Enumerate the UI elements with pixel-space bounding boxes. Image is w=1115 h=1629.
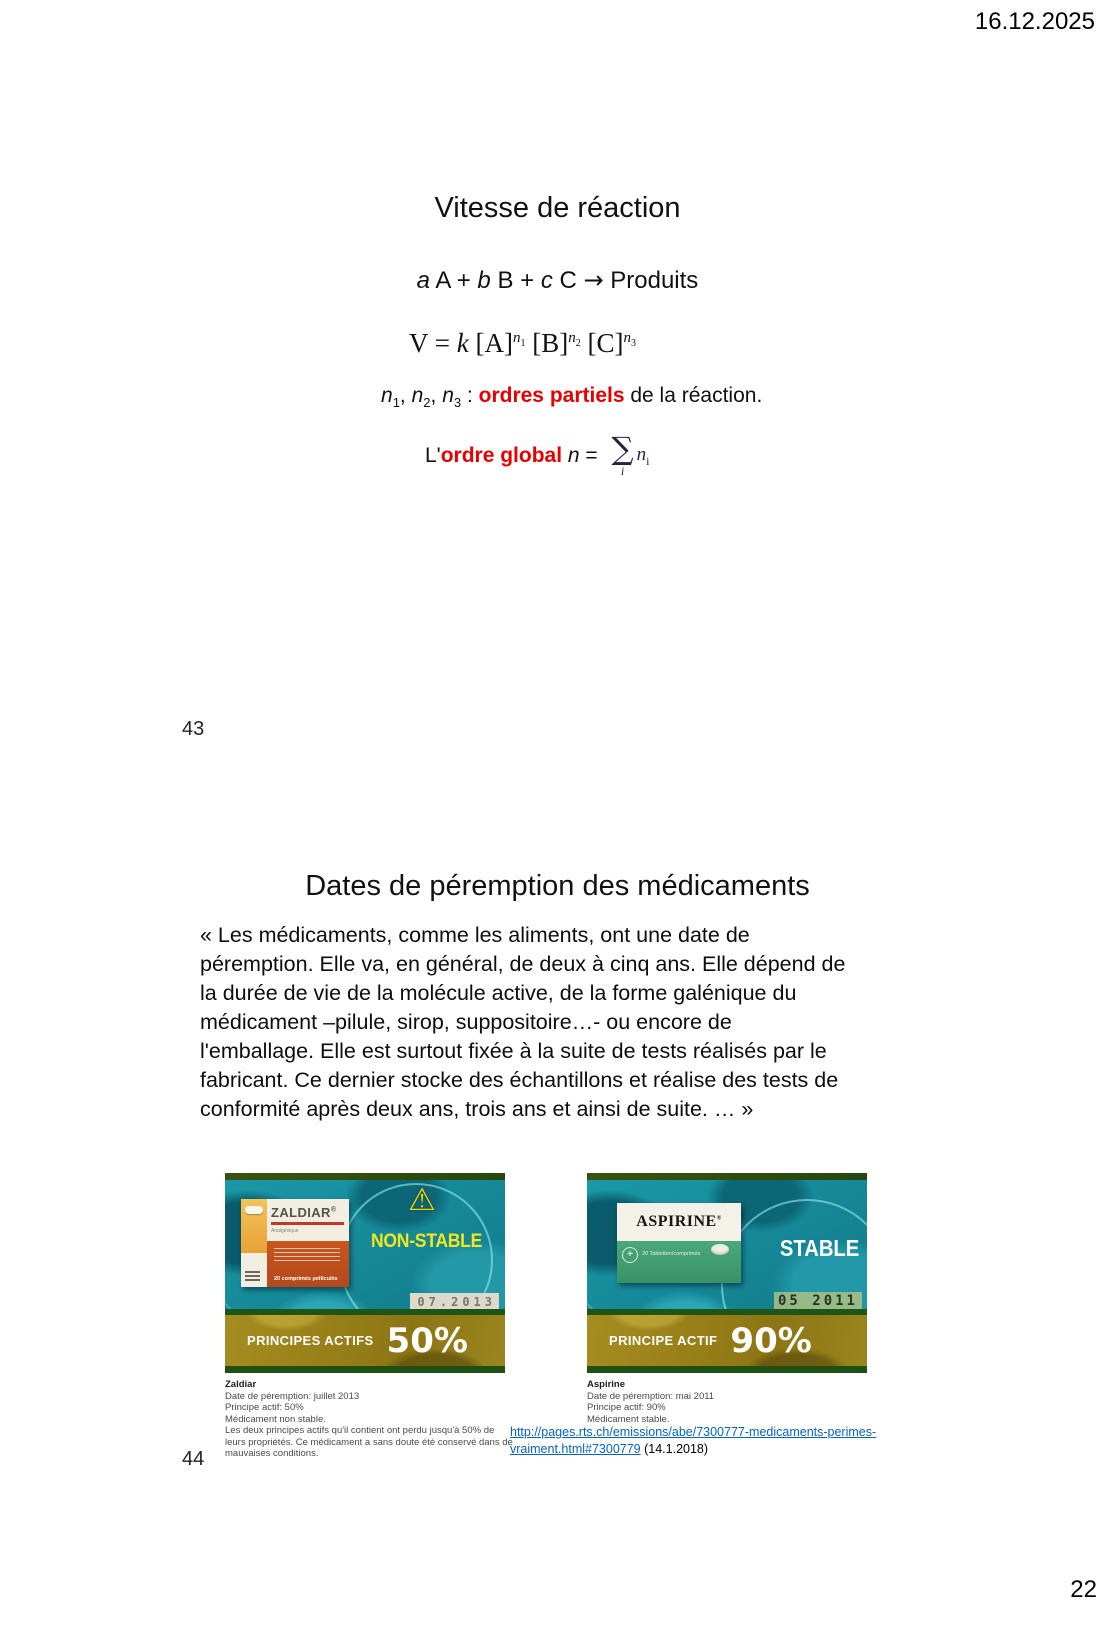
zaldiar-count: 20 comprimés pelliculés xyxy=(274,1276,338,1282)
zaldiar-caption xyxy=(225,1379,517,1460)
arrow-icon: → xyxy=(583,266,604,294)
active-principle-banner: PRINCIPES ACTIFS 50% xyxy=(225,1315,505,1366)
page-number: 22 xyxy=(1070,1576,1097,1603)
source-reference xyxy=(510,1424,878,1458)
quote-line: péremption. Elle va, en général, de deux à cinq ans. Elle dépend de xyxy=(200,952,846,976)
caption-line: Date de péremption: mai 2011 xyxy=(587,1390,715,1402)
global-order-line: L' ordre global n = ∑ i $n_i$ xyxy=(425,430,650,479)
aspirine-brand: ASPIRINE® xyxy=(636,1213,722,1230)
active-principle-banner: PRINCIPE ACTIF 90% xyxy=(587,1315,867,1366)
coef-b: b xyxy=(477,267,491,294)
summation-icon: ∑ i xyxy=(611,430,634,479)
caption-line: Principe actif: 50% xyxy=(225,1402,304,1413)
slide-number-44: 44 xyxy=(182,1448,205,1470)
bayer-logo-icon: + xyxy=(622,1247,638,1263)
caption-line: Médicament stable. xyxy=(587,1413,670,1425)
quote-line: médicament –pilule, sirop, suppositoire…- ou encore de xyxy=(200,1010,732,1034)
pill-icon xyxy=(245,1206,263,1214)
caption-line: Principe actif: 90% xyxy=(587,1402,666,1413)
rate-law-equation: V = k $[A]^{n_1}$ $[B]^{n_2}$ $[C]^{n_3}$ xyxy=(409,328,636,358)
pill-icon xyxy=(711,1244,729,1255)
caption-title: Aspirine xyxy=(587,1379,626,1390)
quote-line: fabricant. Ce dernier stocke des échantillons et réalise des tests de xyxy=(200,1068,839,1092)
aspirine-subtitle: 20 Tabletten/comprimés xyxy=(642,1251,701,1257)
aspirine-box xyxy=(617,1203,741,1283)
caption-line: Médicament non stable. xyxy=(225,1413,326,1425)
header-date: 16.12.2025 xyxy=(974,8,1095,35)
zaldiar-box xyxy=(241,1199,349,1287)
coef-c: c xyxy=(540,267,553,294)
quote-line: la durée de vie de la molécule active, de la forme galénique du xyxy=(200,981,797,1005)
caption-line: Date de péremption: juillet 2013 xyxy=(225,1390,360,1402)
orders-highlight: ordres partiels xyxy=(478,384,625,407)
zaldiar-subtitle: Analgésique xyxy=(271,1228,299,1234)
source-date: (14.1.2018) xyxy=(640,1442,709,1456)
zaldiar-brand: ZALDIAR® xyxy=(271,1205,337,1220)
zaldiar-photo xyxy=(225,1173,505,1373)
manufacturer-logo-icon xyxy=(245,1271,260,1282)
warning-icon: ⚠ xyxy=(408,1182,436,1218)
caption-line: Les deux principes actifs qu'il contient ont perdu jusqu'à 50% de leurs propriétés. Ce médicament a sans doute été conservé dans de mauvaises conditions. xyxy=(225,1425,513,1459)
quote-line: conformité après deux ans, trois ans et ainsi de suite. … » xyxy=(200,1097,754,1121)
stable-label: STABLE xyxy=(779,1235,859,1261)
quote-paragraph xyxy=(200,921,910,1124)
non-stable-label: NON-STABLE xyxy=(371,1230,483,1252)
source-link[interactable]: http://pages.rts.ch/emissions/abe/7300777-medicaments-perimes-vraiment.html#7300779 xyxy=(510,1425,877,1456)
caption-title: Zaldiar xyxy=(225,1379,257,1390)
partial-orders-line: $n_1$, $n_2$, $n_3$ : ordres partiels de la réaction. xyxy=(381,384,763,411)
aspirine-photo xyxy=(587,1173,867,1373)
global-order-highlight: ordre global xyxy=(440,444,563,467)
aspirine-caption xyxy=(587,1379,879,1425)
reaction-equation: a A + b B + c C → Produits xyxy=(416,266,699,294)
expiry-stamp: 05 2011 xyxy=(774,1292,862,1310)
expiry-stamp: 07.2013 xyxy=(410,1293,499,1310)
coef-a: a xyxy=(416,267,431,294)
quote-line: « Les médicaments, comme les aliments, ont une date de xyxy=(200,923,750,947)
slide44-title: Dates de péremption des médicaments xyxy=(305,870,810,902)
slide-number-43: 43 xyxy=(182,718,205,740)
slide43-title: Vitesse de réaction xyxy=(434,192,681,224)
quote-line: l'emballage. Elle est surtout fixée à la suite de tests réalisés par le xyxy=(200,1039,827,1063)
